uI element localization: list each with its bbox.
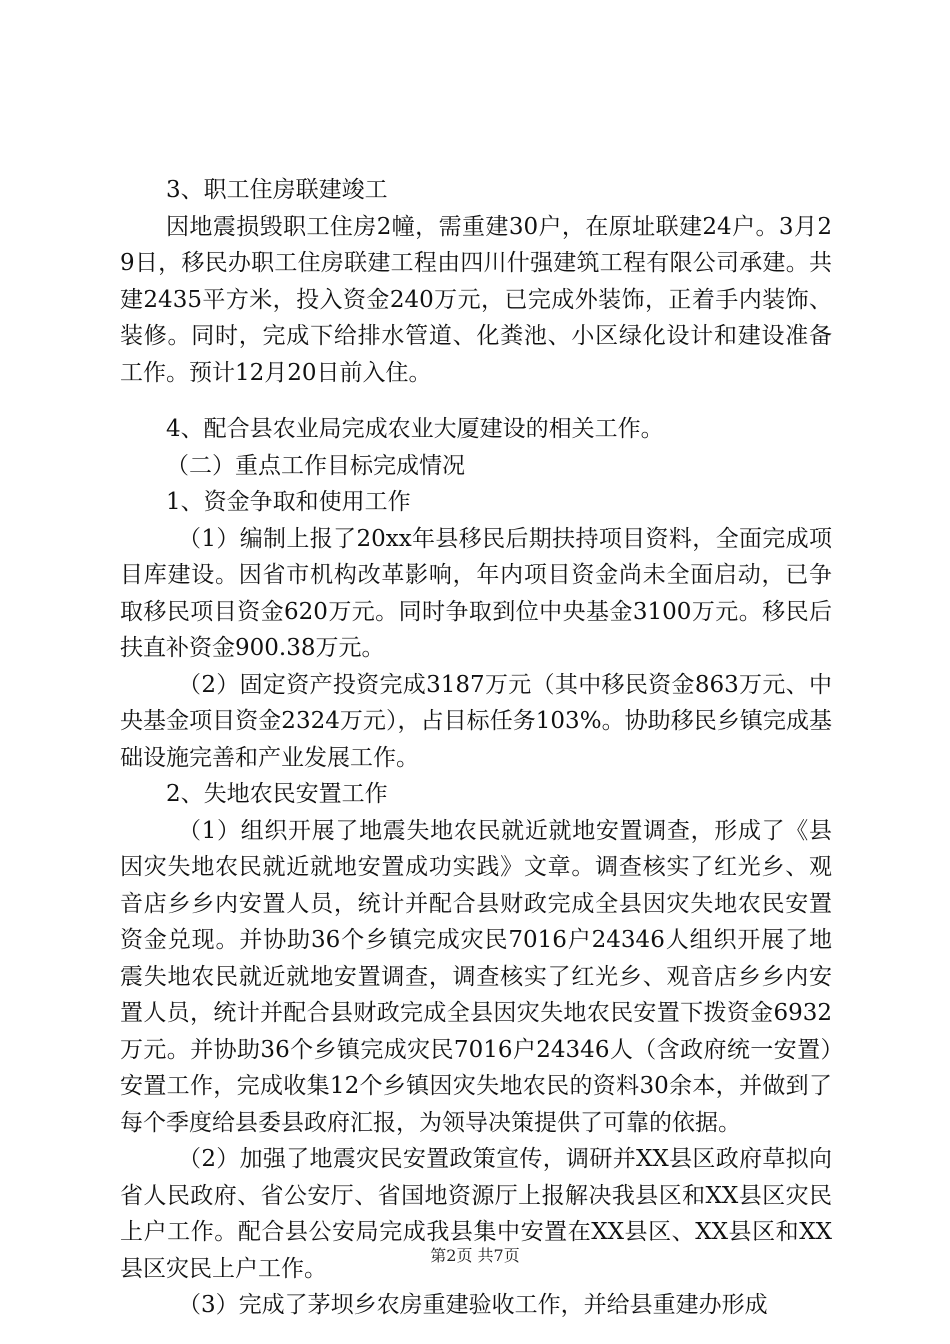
- paragraph-gap: [120, 391, 832, 411]
- page-number-footer: 第2页 共7页: [430, 1246, 520, 1265]
- section-heading-2: （二）重点工作目标完成情况: [166, 452, 465, 479]
- paragraph-resettlement-2: （2）加强了地震灾民安置政策宣传，调研并XX县区政府草拟向省人民政府、省公安厅、省国地资源厅上报解决我县区和XX县区灾民上户工作。配合县公安局完成我县集中安置在XX县区、XX县区和XX县区灾民上户工作。: [120, 1146, 832, 1282]
- document-body: [120, 172, 832, 1324]
- paragraph-funds-2: （2）固定资产投资完成3187万元（其中移民资金863万元、中央基金项目资金2324万元），占目标任务103%。协助移民乡镇完成基础设施完善和产业发展工作。: [120, 671, 832, 771]
- paragraph-funds-1: （1）编制上报了20xx年县移民后期扶持项目资料，全面完成项目库建设。因省市机构改革影响，年内项目资金尚未全面启动，已争取移民项目资金620万元。同时争取到位中央基金3100万元。移民后扶直补资金900.38万元。: [120, 525, 832, 661]
- subheading-funds: 1、资金争取和使用工作: [166, 489, 411, 515]
- subheading-resettlement: 2、失地农民安置工作: [166, 781, 388, 807]
- paragraph-resettlement-1: （1）组织开展了地震失地农民就近就地安置调查，形成了《县因灾失地农民就近就地安置成功实践》文章。调查核实了红光乡、观音店乡乡内安置人员，统计并配合县财政完成全县因灾失地农民安置资金兑现。并协助36个乡镇完成灾民7016户24346人组织开展了地震失地农民就近就地安置调查，调查核实了红光乡、观音店乡乡内安置人员，统计并配合县财政完成全县因灾失地农民安置下拨资金6932万元。并协助36个乡镇完成灾民7016户24346人（含政府统一安置）安置工作，完成收集12个乡镇因灾失地农民的资料30余本，并做到了每个季度给县委县政府汇报，为领导决策提供了可靠的依据。: [120, 817, 832, 1136]
- heading-item-3: 3、职工住房联建竣工: [166, 177, 388, 203]
- paragraph-resettlement-3: （3）完成了茅坝乡农房重建验收工作，并给县重建办形成: [178, 1292, 768, 1318]
- paragraph-housing: 因地震损毁职工住房2幢，需重建30户，在原址联建24户。3月29日，移民办职工住房联建工程由四川什强建筑工程有限公司承建。共建2435平方米，投入资金240万元，已完成外装饰，正着手内装饰、装修。同时，完成下给排水管道、化粪池、小区绿化设计和建设准备工作。预计12月20日前入住。: [120, 213, 832, 386]
- heading-item-4: 4、配合县农业局完成农业大厦建设的相关工作。: [166, 416, 664, 442]
